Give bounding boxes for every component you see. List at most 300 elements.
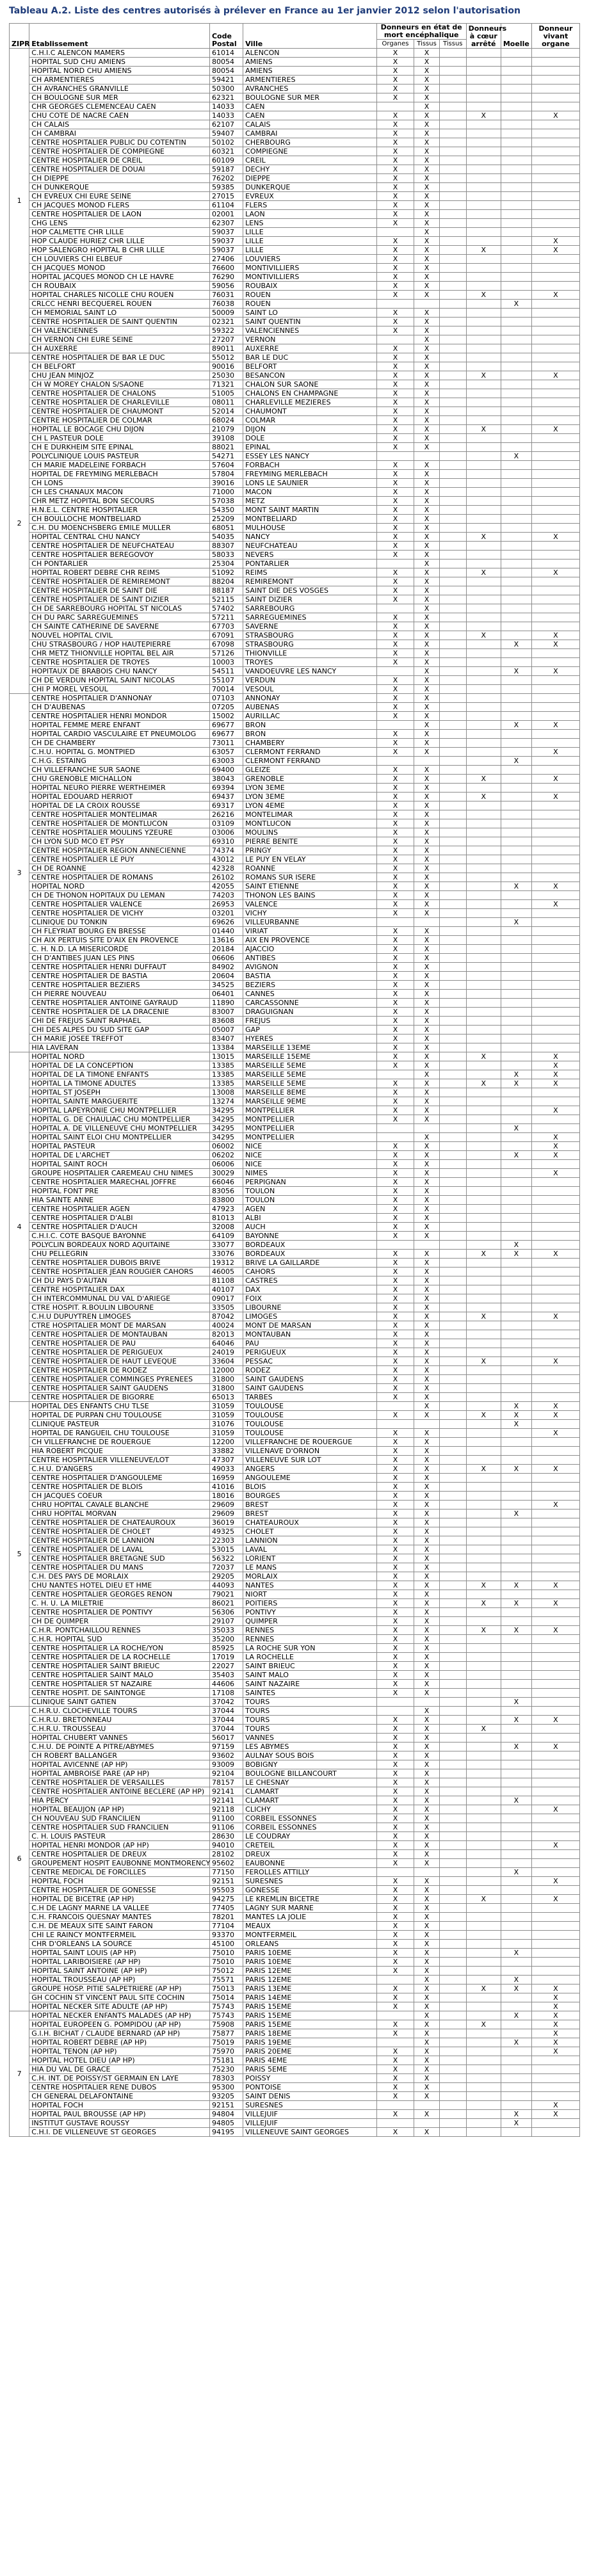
tissus-2-cell [439,120,466,129]
organes-cell: X [376,793,414,801]
code-postal-cell: 55012 [209,353,243,362]
ville-cell: VILLEJUIF [243,2110,377,2119]
organes-cell: X [376,1375,414,1384]
code-postal-cell: 44606 [209,1680,243,1689]
tissus-2-cell [439,147,466,156]
etablissement-cell: CENTRE HOSPITALIER DE HAUT LEVEQUE [29,1357,210,1366]
moelle-cell [501,1787,531,1796]
tissus-2-cell [439,712,466,721]
organes-cell: X [376,1294,414,1303]
coeur-arrete-cell [466,1232,501,1241]
ville-cell: LAGNY SUR MARNE [243,1904,377,1913]
moelle-cell [501,156,531,165]
ville-cell: PERIGUEUX [243,1348,377,1357]
donneur-vivant-cell [531,1958,579,1967]
ville-cell: PARIS 20EME [243,2047,377,2056]
code-postal-cell: 69400 [209,766,243,775]
ville-cell: CRETEIL [243,1841,377,1850]
tissus-cell: X [414,201,440,210]
ville-cell: CARCASSONNE [243,999,377,1008]
code-postal-cell: 55107 [209,676,243,685]
tissus-2-cell [439,443,466,452]
ville-cell: RENNES [243,1635,377,1644]
code-postal-cell: 42328 [209,864,243,873]
table-row [10,371,580,380]
moelle-cell [501,1993,531,2002]
tissus-2-cell [439,1097,466,1106]
etablissement-cell: CENTRE HOSPITALIER DAX [29,1285,210,1294]
tissus-2-cell [439,1671,466,1680]
moelle-cell: X [501,452,531,461]
ville-cell: ROANNE [243,864,377,873]
etablissement-cell: C. H. LOUIS PASTEUR [29,1832,210,1841]
donneur-vivant-cell: X [531,1877,579,1886]
organes-cell: X [376,1967,414,1976]
tissus-cell: X [414,1725,440,1734]
ville-cell: PONTIVY [243,1608,377,1617]
organes-cell: X [376,766,414,775]
coeur-arrete-cell [466,76,501,85]
ville-cell: POITIERS [243,1599,377,1608]
etablissement-cell: CH DIEPPE [29,174,210,183]
moelle-cell: X [501,918,531,927]
donneur-vivant-cell [531,85,579,93]
coeur-arrete-cell [466,1778,501,1787]
tissus-2-cell [439,1079,466,1088]
donneur-vivant-cell [531,1474,579,1483]
table-row [10,1707,580,1716]
ville-cell: ALBI [243,1214,377,1223]
code-postal-cell: 40107 [209,1285,243,1294]
organes-cell: X [376,156,414,165]
tissus-2-cell [439,1205,466,1214]
tissus-2-cell [439,2056,466,2065]
tissus-2-cell [439,58,466,67]
etablissement-cell: CH DU PAYS D'AUTAN [29,1276,210,1285]
coeur-arrete-cell [466,2110,501,2119]
organes-cell: X [376,954,414,963]
table-row [10,201,580,210]
organes-cell: X [376,434,414,443]
coeur-arrete-cell [466,282,501,291]
moelle-cell [501,398,531,407]
coeur-arrete-cell [466,389,501,398]
code-postal-cell: 05007 [209,1026,243,1034]
code-postal-cell: 95503 [209,1886,243,1895]
table-row [10,1904,580,1913]
code-postal-cell: 59056 [209,282,243,291]
etablissement-cell: CENTRE HOSPITALIER VALENCE [29,900,210,909]
coeur-arrete-cell [466,1751,501,1760]
code-postal-cell: 19312 [209,1259,243,1268]
table-row [10,237,580,246]
ville-cell: STRASBOURG [243,640,377,649]
tissus-2-cell [439,1420,466,1429]
donneur-vivant-cell [531,1492,579,1501]
zone-cell: 3 [10,694,29,1052]
code-postal-cell: 76202 [209,174,243,183]
coeur-arrete-cell [466,1124,501,1133]
ville-cell: MONTPELLIER [243,1133,377,1142]
code-postal-cell: 34295 [209,1115,243,1124]
moelle-cell [501,165,531,174]
organes-cell: X [376,1644,414,1653]
donneur-vivant-cell [531,282,579,291]
organes-cell: X [376,542,414,551]
organes-cell: X [376,1617,414,1626]
organes-cell: X [376,676,414,685]
code-postal-cell: 94195 [209,2128,243,2137]
tissus-2-cell [439,1716,466,1725]
moelle-cell [501,1052,531,1061]
donneur-vivant-cell [531,210,579,219]
organes-cell: X [376,210,414,219]
code-postal-cell: 92141 [209,1796,243,1805]
donneur-vivant-cell [531,1115,579,1124]
tissus-cell: X [414,1034,440,1043]
etablissement-cell: CH BOULOGNE SUR MER [29,93,210,102]
coeur-arrete-cell [466,273,501,282]
zone-cell: 2 [10,353,29,694]
etablissement-cell: CHI P MOREL VESOUL [29,685,210,694]
etablissement-cell: CH CALAIS [29,120,210,129]
donneur-vivant-cell [531,2065,579,2074]
ville-cell: LYON 3EME [243,793,377,801]
donneur-vivant-cell [531,1976,579,1984]
tissus-2-cell [439,2065,466,2074]
ville-cell: BRIVE LA GAILLARDE [243,1259,377,1268]
moelle-cell [501,891,531,900]
etablissement-cell: HOPITAL AMBROISE PARE (AP HP) [29,1769,210,1778]
table-row [10,1716,580,1725]
table-row [10,542,580,551]
tissus-2-cell [439,1124,466,1133]
etablissement-cell: CENTRE HOSPITALIER DE ROMANS [29,873,210,882]
moelle-cell [501,1832,531,1841]
organes-cell: X [376,533,414,542]
tissus-2-cell [439,1223,466,1232]
ville-cell: PIERRE BENITE [243,837,377,846]
tissus-cell: X [414,1052,440,1061]
table-row [10,1366,580,1375]
tissus-cell: X [414,801,440,810]
etablissement-cell: CH PONTARLIER [29,559,210,568]
coeur-arrete-cell [466,864,501,873]
organes-cell: X [376,192,414,201]
etablissement-cell: CENTRE HOSPITALIER JEAN ROUGIER CAHORS [29,1268,210,1276]
organes-cell: X [376,1285,414,1294]
table-row [10,631,580,640]
tissus-2-cell [439,972,466,981]
organes-cell: X [376,1787,414,1796]
code-postal-cell: 53015 [209,1545,243,1554]
etablissement-cell: HOPITAL FOCH [29,1877,210,1886]
moelle-cell [501,900,531,909]
code-postal-cell: 92118 [209,1805,243,1814]
coeur-arrete-cell [466,219,501,228]
code-postal-cell: 75013 [209,1984,243,1993]
moelle-cell [501,1734,531,1743]
ville-cell: SAINT DIZIER [243,595,377,604]
coeur-arrete-cell [466,1841,501,1850]
code-postal-cell: 02321 [209,318,243,326]
table-row [10,819,580,828]
donneur-vivant-cell [531,1617,579,1626]
donneur-vivant-cell [531,129,579,138]
etablissement-cell: CTRE HOSPITALIER MONT DE MARSAN [29,1321,210,1330]
ville-cell: DIJON [243,425,377,434]
code-postal-cell: 83608 [209,1017,243,1026]
coeur-arrete-cell [466,380,501,389]
etablissement-cell: CH VERNON CHI EURE SEINE [29,335,210,344]
etablissement-cell: CHRU HOPITAL CAVALE BLANCHE [29,1501,210,1509]
tissus-cell: X [414,1178,440,1187]
moelle-cell [501,1205,531,1214]
ville-cell: TOULON [243,1187,377,1196]
donneur-vivant-cell [531,927,579,936]
tissus-cell: X [414,622,440,631]
etablissement-cell: HOPITAL SAINT LOUIS (AP HP) [29,1949,210,1958]
organes-cell: X [376,1250,414,1259]
tissus-cell: X [414,1689,440,1698]
organes-cell: X [376,631,414,640]
code-postal-cell: 17019 [209,1653,243,1662]
ville-cell: CALAIS [243,120,377,129]
etablissement-cell: CENTRE HOSPITALIER DE GONESSE [29,1886,210,1895]
tissus-cell: X [414,1106,440,1115]
tissus-cell: X [414,1465,440,1474]
coeur-arrete-cell [466,1366,501,1375]
organes-cell: X [376,1599,414,1608]
ville-cell: THIONVILLE [243,649,377,658]
header-zipr: ZIPR [10,24,29,49]
ville-cell: BRON [243,730,377,739]
etablissement-cell: HOPITAL NORD CHU AMIENS [29,67,210,76]
etablissement-cell: CENTRE HOSPIT. DE SAINTONGE [29,1689,210,1698]
donneur-vivant-cell [531,981,579,990]
coeur-arrete-cell [466,1940,501,1949]
donneur-vivant-cell [531,1483,579,1492]
donneur-vivant-cell [531,2128,579,2137]
ville-cell: SURESNES [243,2101,377,2110]
code-postal-cell: 74203 [209,891,243,900]
organes-cell: X [376,1312,414,1321]
tissus-2-cell [439,1689,466,1698]
tissus-cell: X [414,219,440,228]
donneur-vivant-cell [531,1321,579,1330]
etablissement-cell: GROUPEMENT HOSPIT EAUBONNE MONTMORENCY [29,1859,210,1868]
tissus-2-cell [439,1823,466,1832]
donneur-vivant-cell [531,909,579,918]
table-row [10,165,580,174]
table-row [10,85,580,93]
donneur-vivant-cell: X [531,748,579,757]
ville-cell: LE COUDRAY [243,1832,377,1841]
code-postal-cell: 56322 [209,1554,243,1563]
etablissement-cell: CENTRE HOSPITALIER DE BASTIA [29,972,210,981]
tissus-2-cell [439,855,466,864]
tissus-2-cell [439,461,466,470]
moelle-cell: X [501,1420,531,1429]
ville-cell: NICE [243,1142,377,1151]
coeur-arrete-cell [466,640,501,649]
organes-cell: X [376,1760,414,1769]
table-row [10,999,580,1008]
organes-cell: X [376,801,414,810]
tissus-cell: X [414,102,440,111]
coeur-arrete-cell [466,1223,501,1232]
moelle-cell [501,49,531,58]
moelle-cell [501,371,531,380]
tissus-cell: X [414,1760,440,1769]
ville-cell: LE MANS [243,1563,377,1572]
moelle-cell [501,1689,531,1698]
tissus-cell: X [414,1393,440,1402]
tissus-cell: X [414,291,440,300]
ville-cell: VILLEFRANCHE DE ROUERGUE [243,1438,377,1447]
code-postal-cell: 32008 [209,1223,243,1232]
table-row [10,1088,580,1097]
organes-cell [376,452,414,461]
coeur-arrete-cell [466,1384,501,1393]
ville-cell: SAINT QUENTIN [243,318,377,326]
organes-cell: X [376,138,414,147]
moelle-cell [501,766,531,775]
ville-cell: MACON [243,488,377,497]
ville-cell: LE KREMLIN BICETRE [243,1895,377,1904]
coeur-arrete-cell [466,1823,501,1832]
donneur-vivant-cell [531,1043,579,1052]
donneur-vivant-cell [531,963,579,972]
tissus-cell: X [414,954,440,963]
donneur-vivant-cell [531,1778,579,1787]
tissus-cell: X [414,210,440,219]
moelle-cell [501,1268,531,1276]
organes-cell: X [376,2065,414,2074]
organes-cell: X [376,93,414,102]
moelle-cell [501,506,531,515]
coeur-arrete-cell [466,2047,501,2056]
table-row [10,1375,580,1384]
etablissement-cell: CH AIX PERTUIS SITE D'AIX EN PROVENCE [29,936,210,945]
moelle-cell [501,1232,531,1241]
etablissement-cell: CH SAINTE CATHERINE DE SAVERNE [29,622,210,631]
etablissement-cell: C.H. DES PAYS DE MORLAIX [29,1572,210,1581]
donneur-vivant-cell [531,1931,579,1940]
coeur-arrete-cell [466,49,501,58]
donneur-vivant-cell [531,1653,579,1662]
ville-cell: NICE [243,1160,377,1169]
tissus-2-cell [439,1115,466,1124]
tissus-2-cell [439,640,466,649]
moelle-cell [501,129,531,138]
donneur-vivant-cell [531,156,579,165]
donneur-vivant-cell [531,1886,579,1895]
moelle-cell [501,730,531,739]
organes-cell: X [376,1447,414,1456]
etablissement-cell: CH DE VERDUN HOPITAL SAINT NICOLAS [29,676,210,685]
etablissement-cell: HOPITAUX DE BRABOIS CHU NANCY [29,667,210,676]
organes-cell: X [376,1518,414,1527]
table-row [10,273,580,282]
etablissement-cell: GROUPE HOSP. PITIE SALPETRIERE (AP HP) [29,1984,210,1993]
table-row [10,1895,580,1904]
tissus-2-cell [439,1294,466,1303]
moelle-cell: X [501,2038,531,2047]
tissus-2-cell [439,479,466,488]
table-row [10,1805,580,1814]
organes-cell: X [376,595,414,604]
organes-cell: X [376,1474,414,1483]
tissus-2-cell [439,1626,466,1635]
tissus-cell: X [414,972,440,981]
organes-cell: X [376,1142,414,1151]
tissus-2-cell [439,1061,466,1070]
organes-cell: X [376,76,414,85]
donneur-vivant-cell [531,1823,579,1832]
ville-cell: VILLENAVE D'ORNON [243,1447,377,1456]
ville-cell: PARIS 15EME [243,2002,377,2011]
moelle-cell [501,685,531,694]
ville-cell: MOULINS [243,828,377,837]
tissus-cell: X [414,1259,440,1268]
table-row [10,757,580,766]
code-postal-cell: 33604 [209,1357,243,1366]
organes-cell [376,1707,414,1716]
code-postal-cell: 78303 [209,2074,243,2083]
tissus-cell: X [414,1268,440,1276]
coeur-arrete-cell [466,1169,501,1178]
tissus-cell: X [414,1536,440,1545]
table-row [10,344,580,353]
moelle-cell [501,676,531,685]
code-postal-cell: 54035 [209,533,243,542]
tissus-2-cell [439,1492,466,1501]
tissus-2-cell [439,273,466,282]
donneur-vivant-cell [531,2074,579,2083]
tissus-cell: X [414,93,440,102]
table-row [10,793,580,801]
etablissement-cell: C.H.I.C ALENCON MAMERS [29,49,210,58]
etablissement-cell: HOPITAL DE PURPAN CHU TOULOUSE [29,1411,210,1420]
moelle-cell [501,1456,531,1465]
code-postal-cell: 31800 [209,1375,243,1384]
etablissement-cell: HIA LAVERAN [29,1043,210,1052]
tissus-cell: X [414,479,440,488]
etablissement-cell: HOPITAL SAINT ANTOINE (AP HP) [29,1967,210,1976]
tissus-cell: X [414,658,440,667]
code-postal-cell: 47307 [209,1456,243,1465]
donneur-vivant-cell: X [531,237,579,246]
code-postal-cell: 29609 [209,1509,243,1518]
tissus-2-cell [439,318,466,326]
code-postal-cell: 13385 [209,1079,243,1088]
organes-cell: X [376,183,414,192]
donneur-vivant-cell [531,1160,579,1169]
code-postal-cell: 57402 [209,604,243,613]
table-row [10,613,580,622]
tissus-2-cell [439,1411,466,1420]
moelle-cell [501,1492,531,1501]
ville-cell: DREUX [243,1850,377,1859]
tissus-2-cell [439,1366,466,1375]
ville-cell: ANTIBES [243,954,377,963]
tissus-2-cell [439,1599,466,1608]
donneur-vivant-cell [531,855,579,864]
coeur-arrete-cell [466,1474,501,1483]
code-postal-cell: 51005 [209,389,243,398]
organes-cell: X [376,586,414,595]
